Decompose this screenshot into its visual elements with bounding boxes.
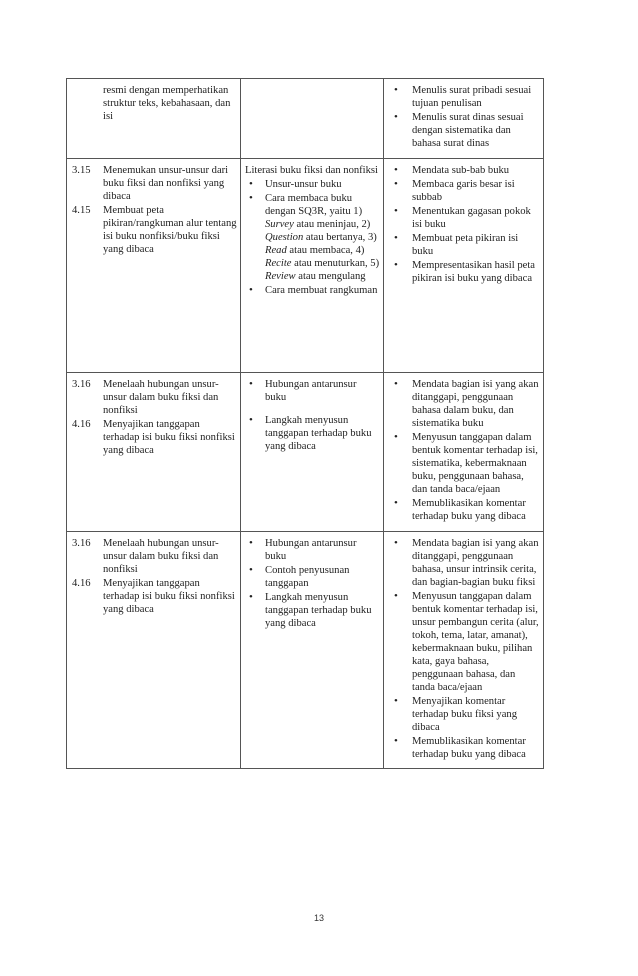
kd-cell	[67, 532, 241, 769]
kd-item	[72, 204, 237, 256]
kd-cell	[67, 159, 241, 373]
sq3r-step-term: Question	[265, 232, 304, 243]
kd-text: Menelaah hubungan unsur-unsur dalam buku fiksi dan nonfiksi	[103, 379, 219, 416]
kegiatan-item: • Mempresentasikan hasil peta pikiran isi buku yang dibaca	[388, 259, 540, 285]
table-row	[67, 79, 544, 159]
materi-item: • Hubungan antarunsur buku	[245, 378, 380, 404]
kd-item	[72, 84, 237, 123]
kd-number	[72, 84, 103, 123]
kegiatan-item: • Menulis surat pribadi sesuai tujuan penulisan	[388, 84, 540, 110]
kd-list	[67, 159, 240, 265]
kegiatan-list	[384, 159, 543, 292]
kegiatan-item: • Mendata sub-bab buku	[388, 164, 540, 177]
kd-item	[72, 577, 237, 616]
kd-item	[72, 537, 237, 576]
kd-text: resmi dengan memperhatikan struktur teks, kebahasaan, dan isi	[103, 85, 231, 122]
materi-item: • Cara membuat rangkuman	[245, 284, 380, 297]
materi-intro: Literasi buku fiksi dan nonfiksi	[245, 165, 378, 176]
kd-text: Membuat peta pikiran/rangkuman alur tentang isi buku nonfiksi/buku fiksi yang dibaca	[103, 205, 237, 255]
kegiatan-cell	[384, 532, 544, 769]
kegiatan-list	[384, 79, 543, 157]
kd-number: 4.15	[72, 205, 91, 216]
kd-list	[67, 532, 240, 625]
sq3r-step-term: Survey	[265, 219, 294, 230]
materi-item: • Cara membaca buku dengan SQ3R, yaitu 1) Survey atau meninjau, 2) Question atau bertanya, 3) Read atau membaca, 4) Recite atau menuturkan, 5) Review atau mengulang	[245, 192, 380, 283]
kegiatan-item: • Menyusun tanggapan dalam bentuk komentar terhadap isi, sistematika, kebermaknaan buku, penggunaan bahasa, dan tanda baca/ejaan	[388, 431, 540, 496]
kegiatan-cell	[384, 373, 544, 532]
kegiatan-item: • Mendata bagian isi yang akan ditanggapi, penggunaan bahasa dalam buku, dan sistematika buku	[388, 378, 540, 430]
kegiatan-item: • Memublikasikan komentar terhadap buku yang dibaca	[388, 497, 540, 523]
kegiatan-list	[384, 373, 543, 530]
materi-cell	[241, 159, 384, 373]
table-row	[67, 532, 544, 769]
materi-list	[241, 373, 383, 460]
materi-bullets	[245, 378, 380, 453]
table-row	[67, 159, 544, 373]
page-number: 13	[313, 913, 324, 923]
materi-cell	[241, 79, 384, 159]
kd-item	[72, 378, 237, 417]
kd-text: Menyajikan tanggapan terhadap isi buku fiksi nonfiksi yang dibaca	[103, 578, 235, 615]
kd-number: 3.16	[72, 379, 91, 390]
kegiatan-item: • Menyusun tanggapan dalam bentuk komentar terhadap isi, unsur pembangun cerita (alur, tokoh, tema, latar, amanat), kebermaknaan buku, pilihan kata, gaya bahasa, penggunaan bahasa, dan tanda baca/ejaan	[388, 590, 540, 694]
kegiatan-cell	[384, 159, 544, 373]
materi-item: • Unsur-unsur buku	[245, 178, 380, 191]
kd-text: Menelaah hubungan unsur-unsur dalam buku fiksi dan nonfiksi	[103, 538, 219, 575]
sq3r-step-term: Review	[265, 271, 296, 282]
materi-list	[241, 532, 383, 637]
kegiatan-item: • Membuat peta pikiran isi buku	[388, 232, 540, 258]
materi-list	[241, 79, 383, 90]
kegiatan-item: • Mendata bagian isi yang akan ditanggapi, penggunaan bahasa, unsur intrinsik cerita, dan bagian-bagian buku fiksi	[388, 537, 540, 589]
materi-list	[241, 159, 383, 304]
materi-bullets	[245, 178, 380, 297]
materi-item: • Langkah menyusun tanggapan terhadap buku yang dibaca	[245, 591, 380, 630]
materi-item: • Contoh penyusunan tanggapan	[245, 564, 380, 590]
kd-list	[67, 79, 240, 132]
kd-text: Menyajikan tanggapan terhadap isi buku fiksi nonfiksi yang dibaca	[103, 419, 235, 456]
kd-item	[72, 418, 237, 457]
kegiatan-item: • Menentukan gagasan pokok isi buku	[388, 205, 540, 231]
kd-number: 4.16	[72, 419, 91, 430]
kegiatan-bullets	[388, 84, 540, 150]
kegiatan-cell	[384, 79, 544, 159]
table-row	[67, 373, 544, 532]
kegiatan-bullets	[388, 164, 540, 285]
sq3r-step-term: Read	[265, 245, 287, 256]
table-body	[67, 79, 544, 769]
kd-cell	[67, 79, 241, 159]
materi-cell	[241, 532, 384, 769]
kegiatan-item: • Memublikasikan komentar terhadap buku yang dibaca	[388, 735, 540, 761]
materi-cell	[241, 373, 384, 532]
kd-number: 4.16	[72, 578, 91, 589]
kd-item	[72, 164, 237, 203]
syllabus-table	[66, 78, 544, 769]
kegiatan-list	[384, 532, 543, 768]
materi-bullets	[245, 537, 380, 630]
kd-text: Menemukan unsur-unsur dari buku fiksi dan nonfiksi yang dibaca	[103, 165, 229, 202]
materi-item: • Hubungan antarunsur buku	[245, 537, 380, 563]
kegiatan-item: • Membaca garis besar isi subbab	[388, 178, 540, 204]
sq3r-step-term: Recite	[265, 258, 292, 269]
kegiatan-item: • Menyajikan komentar terhadap buku fiksi yang dibaca	[388, 695, 540, 734]
kd-number: 3.16	[72, 538, 91, 549]
kd-cell	[67, 373, 241, 532]
kegiatan-item: • Menulis surat dinas sesuai dengan sistematika dan bahasa surat dinas	[388, 111, 540, 150]
kegiatan-bullets	[388, 537, 540, 761]
kd-number: 3.15	[72, 165, 91, 176]
kd-list	[67, 373, 240, 466]
materi-item: • Langkah menyusun tanggapan terhadap buku yang dibaca	[245, 414, 380, 453]
kegiatan-bullets	[388, 378, 540, 523]
